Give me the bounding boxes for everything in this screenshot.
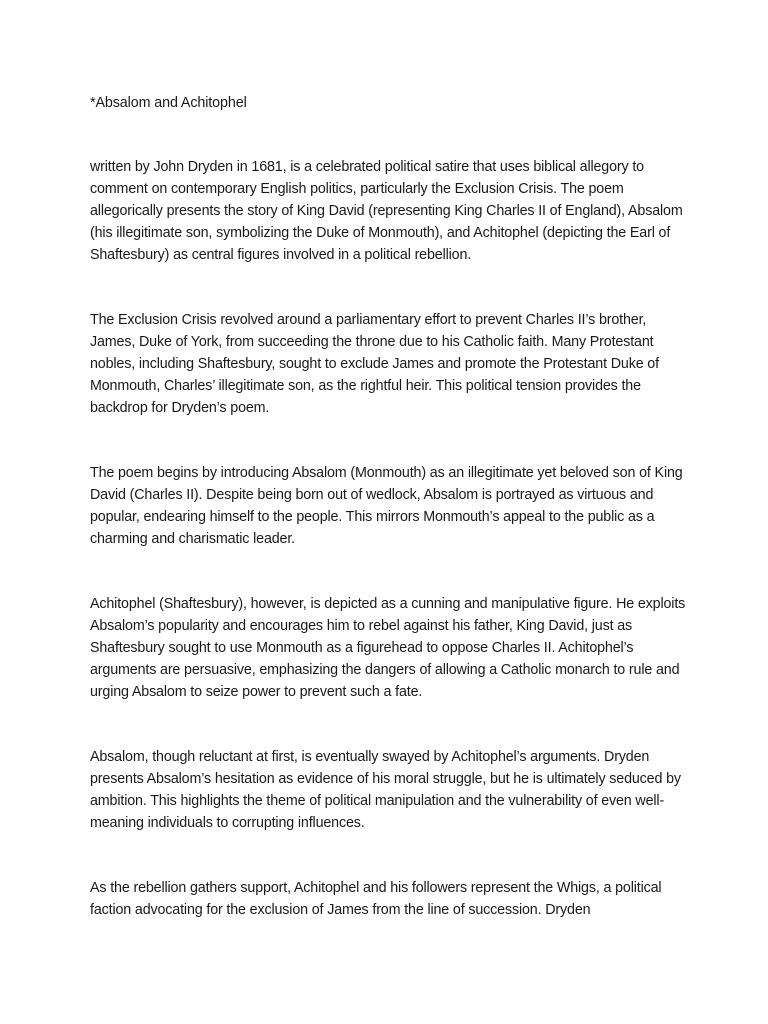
- paragraph-2: The Exclusion Crisis revolved around a parliamentary effort to prevent Charles II’s brother, James, Duke of York, from succeeding the throne due to his Catholic faith. Many Protestant nobles, including Shaftesbury, sought to exclude James and promote the Protestant Duke of Monmouth, Charles’ illegitimate son, as the rightful heir. This political tension provides the backdrop for Dryden’s poem.: [90, 312, 659, 416]
- paragraph-4: Achitophel (Shaftesbury), however, is depicted as a cunning and manipulative figure. He exploits Absalom’s popularity and encourages him to rebel against his father, King David, just as Shaftesbury sought to use Monmouth as a figurehead to oppose Charles II. Achitophel’s arguments are persuasive, emphasizing the dangers of allowing a Catholic monarch to rule and urging Absalom to seize power to prevent such a fate.: [90, 596, 686, 700]
- paragraph-3: The poem begins by introducing Absalom (Monmouth) as an illegitimate yet beloved son of King David (Charles II). Despite being born out of wedlock, Absalom is portrayed as virtuous and popular, endearing himself to the people. This mirrors Monmouth’s appeal to the public as a charming and charismatic leader.: [90, 465, 683, 547]
- document-page: [90, 92, 690, 964]
- paragraph-1: written by John Dryden in 1681, is a celebrated political satire that uses biblical allegory to comment on contemporary English politics, particularly the Exclusion Crisis. The poem allegorically presents the story of King David (representing King Charles II of England), Absalom (his illegitimate son, symbolizing the Duke of Monmouth), and Achitophel (depicting the Earl of Shaftesbury) as central figures involved in a political rebellion.: [90, 159, 683, 263]
- paragraph-5: Absalom, though reluctant at first, is eventually swayed by Achitophel’s arguments. Dryden presents Absalom’s hesitation as evidence of his moral struggle, but he is ultimately seduced by ambition. This highlights the theme of political manipulation and the vulnerability of even well-meaning individuals to corrupting influences.: [90, 749, 681, 831]
- paragraph-6: As the rebellion gathers support, Achitophel and his followers represent the Whigs, a political faction advocating for the exclusion of James from the line of succession. Dryden: [90, 880, 662, 918]
- document-title: *Absalom and Achitophel: [90, 95, 247, 111]
